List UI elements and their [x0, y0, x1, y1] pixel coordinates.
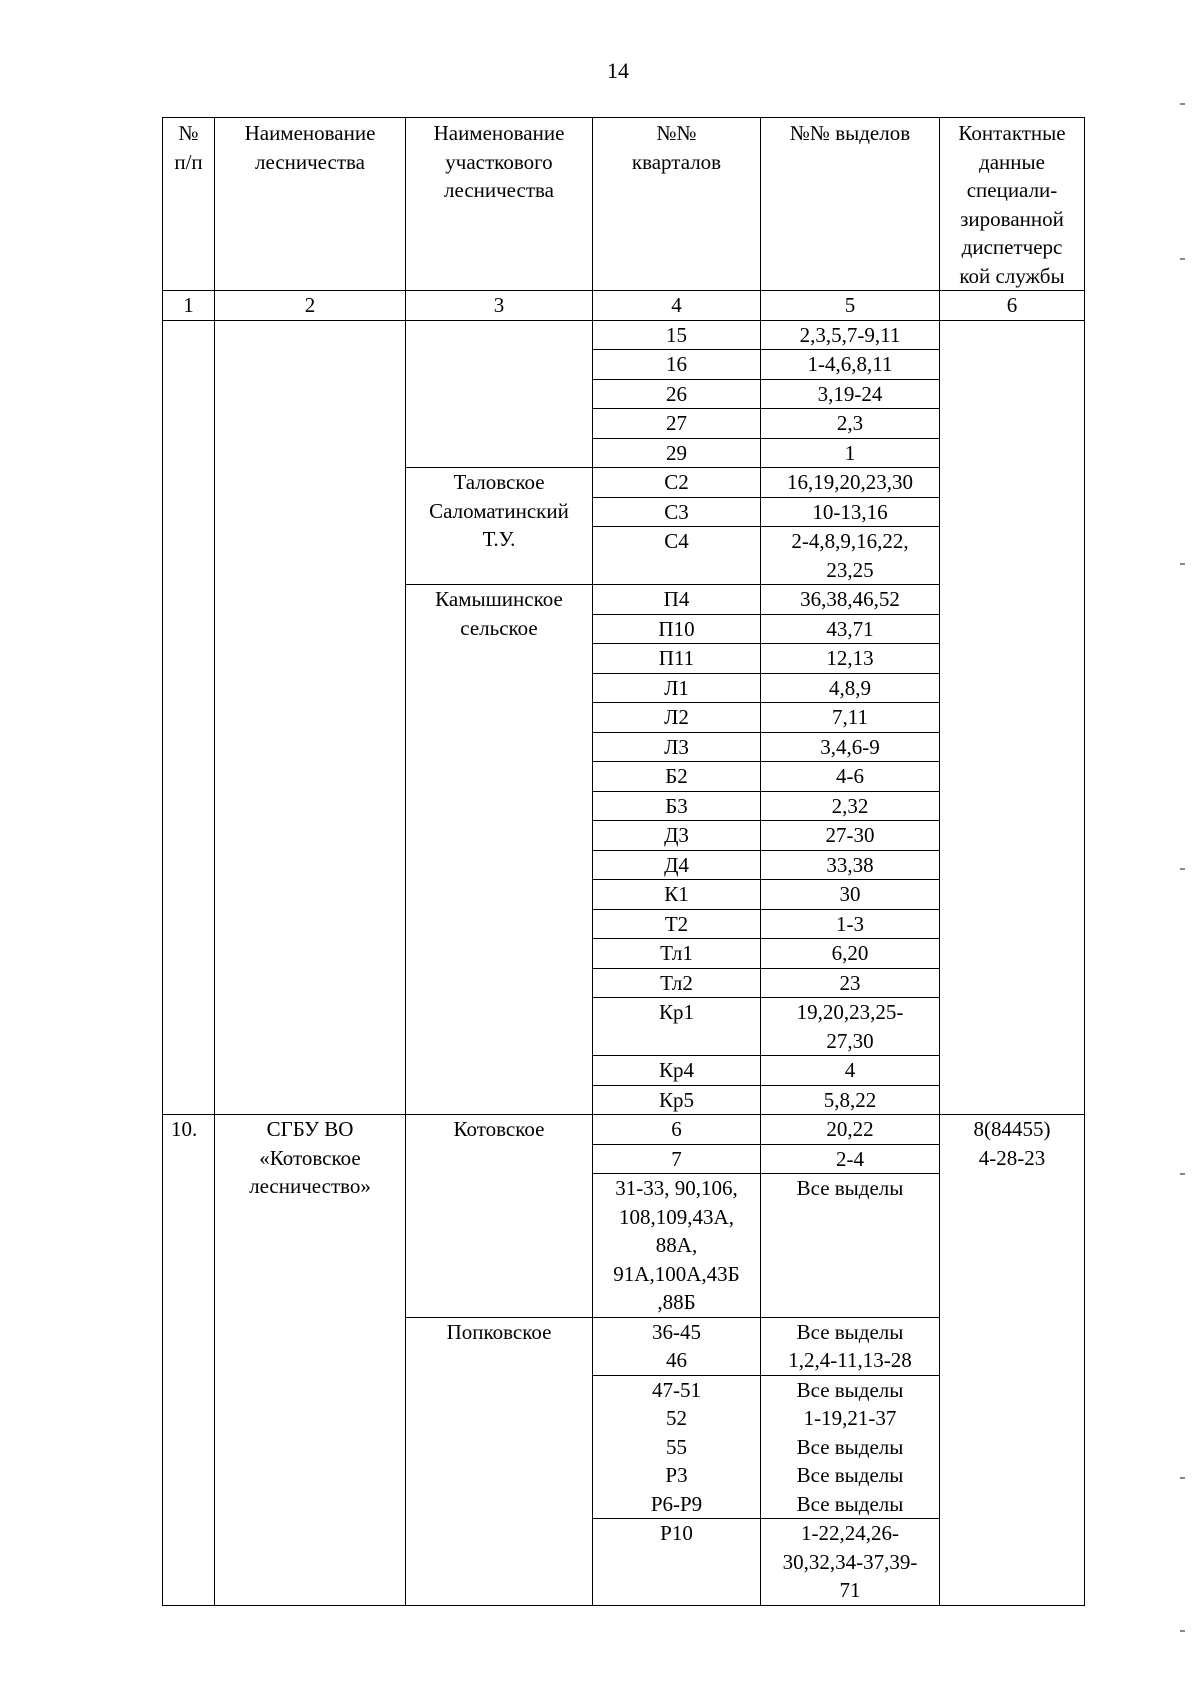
section-numbers — [761, 1056, 940, 1086]
cell-text: 6,20 — [831, 941, 869, 965]
cell-text: 10. — [171, 1117, 198, 1141]
cell-text: Р3 — [665, 1463, 688, 1487]
cell-text: 10-13,16 — [812, 499, 888, 524]
cell-text: п/п — [174, 149, 203, 174]
cell-text: «Котовское — [259, 1145, 361, 1170]
cell-text: 88А, — [655, 1233, 698, 1257]
cell-text: участкового — [445, 149, 553, 174]
table-row — [163, 1115, 1085, 1145]
cell-text: Л1 — [664, 675, 689, 700]
page-number: 14 — [607, 58, 629, 83]
quarter-numbers — [593, 379, 761, 409]
cell-text: ,88Б — [657, 1290, 696, 1314]
section-numbers — [761, 585, 940, 615]
cell-text: Б3 — [665, 793, 688, 818]
cell-text: №№ — [656, 121, 697, 145]
cell-text: 43,71 — [826, 616, 874, 641]
header-col5 — [761, 118, 940, 291]
cell-text: 47-51 — [652, 1377, 701, 1402]
cell-text: Все выделы — [796, 1377, 904, 1402]
cell-text: 3,19-24 — [817, 381, 883, 406]
cell-text: 36-45 — [652, 1319, 701, 1344]
header-col2 — [215, 118, 406, 291]
cell-text: К1 — [664, 882, 689, 906]
cell-text: 23 — [839, 970, 861, 995]
column-number — [940, 291, 1085, 321]
cell-text: 5,8,22 — [823, 1087, 877, 1112]
quarter-numbers — [593, 614, 761, 644]
section-numbers — [761, 762, 940, 792]
quarter-numbers — [593, 673, 761, 703]
header-col3 — [406, 118, 593, 291]
quarter-numbers — [593, 1056, 761, 1086]
cell-text: 16,19,20,23,30 — [787, 470, 913, 494]
header-col6 — [940, 118, 1085, 291]
district-forestry-name — [406, 1115, 593, 1318]
cell-text: 46 — [666, 1348, 687, 1372]
cell-text: 91А,100А,43Б — [613, 1261, 740, 1286]
district-forestry-name — [406, 468, 593, 585]
cell-text: Все выделы — [796, 1319, 904, 1344]
cell-text: Б2 — [665, 764, 688, 788]
cell-text: кой службы — [959, 263, 1065, 288]
quarter-numbers — [593, 409, 761, 439]
forestry-table — [162, 117, 1085, 1606]
cell-text: сельское — [460, 615, 538, 640]
section-numbers — [761, 1519, 940, 1606]
quarter-numbers — [593, 880, 761, 910]
cell-text: 20,22 — [826, 1117, 874, 1141]
cell-text: П4 — [663, 587, 690, 611]
cell-text: 2 — [304, 293, 316, 317]
quarter-numbers — [593, 320, 761, 350]
scan-mark — [1180, 868, 1185, 870]
header-row — [163, 118, 1085, 291]
section-numbers — [761, 1375, 940, 1519]
quarter-numbers — [593, 1519, 761, 1606]
cell-text: 5 — [844, 293, 856, 317]
quarter-numbers — [593, 350, 761, 380]
quarter-numbers — [593, 762, 761, 792]
cell-text: лесничество» — [249, 1174, 371, 1198]
cell-text: диспетчерс — [961, 235, 1063, 259]
section-numbers — [761, 880, 940, 910]
cell-text: №№ выделов — [789, 121, 911, 145]
scan-mark — [1180, 258, 1185, 260]
header-col1 — [163, 118, 215, 291]
column-number — [593, 291, 761, 321]
section-numbers — [761, 468, 940, 498]
cell-text: 55 — [666, 1434, 687, 1459]
section-numbers — [761, 409, 940, 439]
section-numbers — [761, 821, 940, 851]
quarter-numbers — [593, 585, 761, 615]
cell-text: 1-4,6,8,11 — [807, 352, 893, 376]
scan-mark — [1180, 1173, 1185, 1175]
section-numbers — [761, 1115, 940, 1145]
cell-text: 3,4,6-9 — [820, 734, 880, 759]
cell-text: Таловское — [453, 470, 545, 494]
cell-text: Тл1 — [660, 941, 693, 965]
section-numbers — [761, 438, 940, 468]
cell-text: кварталов — [631, 149, 722, 174]
table-row — [163, 320, 1085, 350]
section-numbers — [761, 703, 940, 733]
cell-text: 26 — [666, 381, 687, 406]
cell-text: 2-4 — [836, 1146, 864, 1171]
cell-text: 31-33, 90,106, — [615, 1176, 738, 1200]
cell-text: Кр4 — [658, 1058, 694, 1082]
cell-text: Т.У. — [482, 527, 516, 551]
cell-text: Все выделы — [796, 1434, 904, 1459]
cell-text: 16 — [666, 352, 687, 376]
cell-text: Д3 — [664, 823, 689, 847]
cell-text: Все выделы — [796, 1176, 904, 1200]
quarter-numbers — [593, 1375, 761, 1519]
quarter-numbers — [593, 821, 761, 851]
quarter-numbers — [593, 438, 761, 468]
cell-text: Все выделы — [796, 1491, 904, 1516]
section-numbers — [761, 791, 940, 821]
cell-text: 6 — [671, 1117, 682, 1141]
cell-text: 12,13 — [826, 646, 874, 670]
cell-text: 29 — [666, 440, 687, 465]
cell-text: № — [178, 121, 199, 145]
quarter-numbers — [593, 468, 761, 498]
quarter-numbers — [593, 939, 761, 969]
cell-text: 3 — [493, 293, 505, 317]
column-number — [163, 291, 215, 321]
cell-text: 7,11 — [832, 705, 868, 729]
section-numbers — [761, 968, 940, 998]
quarter-numbers — [593, 791, 761, 821]
cell-text: Кр1 — [658, 1000, 694, 1024]
cell-text: 4-28-23 — [978, 1145, 1046, 1170]
cell-text: Наименование — [244, 121, 376, 145]
quarter-numbers — [593, 527, 761, 585]
cell-text: 2,32 — [831, 793, 869, 818]
district-forestry-name — [406, 320, 593, 468]
cell-text: С4 — [664, 529, 689, 553]
section-numbers — [761, 379, 940, 409]
quarter-numbers — [593, 1144, 761, 1174]
cell-text: 36,38,46,52 — [800, 587, 900, 611]
cell-text: 108,109,43А, — [619, 1204, 734, 1229]
cell-text: 19,20,23,25- — [796, 1000, 904, 1024]
cell-text: 1-19,21-37 — [803, 1406, 897, 1430]
cell-text: Попковское — [446, 1319, 552, 1344]
row-number — [163, 320, 215, 1115]
cell-text: 52 — [666, 1406, 687, 1430]
cell-text: Камышинское — [435, 587, 563, 611]
scan-mark — [1180, 1477, 1185, 1479]
quarter-numbers — [593, 850, 761, 880]
section-numbers — [761, 1085, 940, 1115]
scan-mark — [1180, 563, 1185, 565]
contact-data — [940, 1115, 1085, 1606]
cell-text: Контактные — [958, 121, 1066, 145]
header-col4 — [593, 118, 761, 291]
cell-text: специали- — [966, 178, 1058, 202]
cell-text: 2,3 — [836, 411, 864, 435]
quarter-numbers — [593, 1317, 761, 1375]
cell-text: 6 — [1006, 293, 1018, 317]
section-numbers — [761, 497, 940, 527]
cell-text: Р6-Р9 — [650, 1491, 703, 1516]
cell-text: 27 — [666, 411, 687, 435]
cell-text: 4,8,9 — [829, 675, 871, 700]
cell-text: Л3 — [664, 734, 689, 759]
cell-text: Л2 — [664, 705, 689, 729]
cell-text: Наименование — [433, 121, 565, 145]
cell-text: данные — [979, 149, 1045, 174]
section-numbers — [761, 1144, 940, 1174]
cell-text: лесничества — [444, 178, 554, 202]
cell-text: С3 — [664, 499, 689, 524]
cell-text: 1-3 — [836, 911, 864, 936]
cell-text: 7 — [671, 1146, 682, 1171]
cell-text: 30 — [839, 882, 861, 906]
cell-text: Котовское — [453, 1117, 545, 1141]
column-number — [406, 291, 593, 321]
scan-mark — [1180, 103, 1185, 105]
quarter-numbers — [593, 968, 761, 998]
cell-text: 30,32,34-37,39- — [782, 1549, 918, 1574]
quarter-numbers — [593, 998, 761, 1056]
cell-text: 8(84455) — [973, 1117, 1051, 1141]
cell-text: лесничества — [255, 149, 365, 174]
section-numbers — [761, 614, 940, 644]
forestry-name — [215, 1115, 406, 1606]
cell-text: П11 — [658, 646, 695, 670]
cell-text: П10 — [658, 616, 695, 641]
section-numbers — [761, 998, 940, 1056]
cell-text: 71 — [839, 1578, 861, 1602]
cell-text: 2,3,5,7-9,11 — [799, 322, 901, 347]
column-number — [215, 291, 406, 321]
district-forestry-name — [406, 1317, 593, 1605]
cell-text: Все выделы — [796, 1463, 904, 1487]
section-numbers — [761, 909, 940, 939]
cell-text: Тл2 — [660, 970, 693, 995]
cell-text: зированной — [960, 206, 1064, 231]
section-numbers — [761, 644, 940, 674]
quarter-numbers — [593, 1085, 761, 1115]
cell-text: 2-4,8,9,16,22, — [791, 529, 909, 553]
section-numbers — [761, 1174, 940, 1318]
cell-text: Саломатинский — [429, 498, 569, 523]
section-numbers — [761, 939, 940, 969]
row-number — [163, 1115, 215, 1606]
district-forestry-name — [406, 585, 593, 1115]
cell-text: СГБУ ВО — [266, 1117, 354, 1141]
cell-text: 1 — [183, 293, 194, 317]
section-numbers — [761, 673, 940, 703]
cell-text: 1,2,4-11,13-28 — [788, 1348, 912, 1372]
cell-text: 33,38 — [826, 852, 874, 877]
quarter-numbers — [593, 909, 761, 939]
cell-text: 23,25 — [826, 557, 874, 582]
column-number — [761, 291, 940, 321]
quarter-numbers — [593, 703, 761, 733]
scan-mark — [1180, 1630, 1185, 1632]
cell-text: 4 — [671, 293, 682, 317]
cell-text: 27,30 — [826, 1028, 874, 1053]
cell-text: 27-30 — [825, 823, 875, 847]
section-numbers — [761, 350, 940, 380]
cell-text: 1-22,24,26- — [801, 1521, 899, 1545]
column-number-row — [163, 291, 1085, 321]
cell-text: 4-6 — [836, 764, 864, 788]
section-numbers — [761, 732, 940, 762]
cell-text: Кр5 — [658, 1087, 694, 1112]
quarter-numbers — [593, 644, 761, 674]
cell-text: Т2 — [664, 911, 689, 936]
cell-text: 4 — [844, 1058, 856, 1082]
cell-text: С2 — [664, 470, 689, 494]
cell-text: Д4 — [664, 852, 689, 877]
quarter-numbers — [593, 1115, 761, 1145]
section-numbers — [761, 1317, 940, 1375]
cell-text: 15 — [666, 322, 687, 347]
section-numbers — [761, 527, 940, 585]
cell-text: 1 — [844, 440, 856, 465]
cell-text: Р10 — [660, 1521, 693, 1545]
section-numbers — [761, 850, 940, 880]
quarter-numbers — [593, 732, 761, 762]
quarter-numbers — [593, 1174, 761, 1318]
forestry-name — [215, 320, 406, 1115]
quarter-numbers — [593, 497, 761, 527]
section-numbers — [761, 320, 940, 350]
contact-data — [940, 320, 1085, 1115]
